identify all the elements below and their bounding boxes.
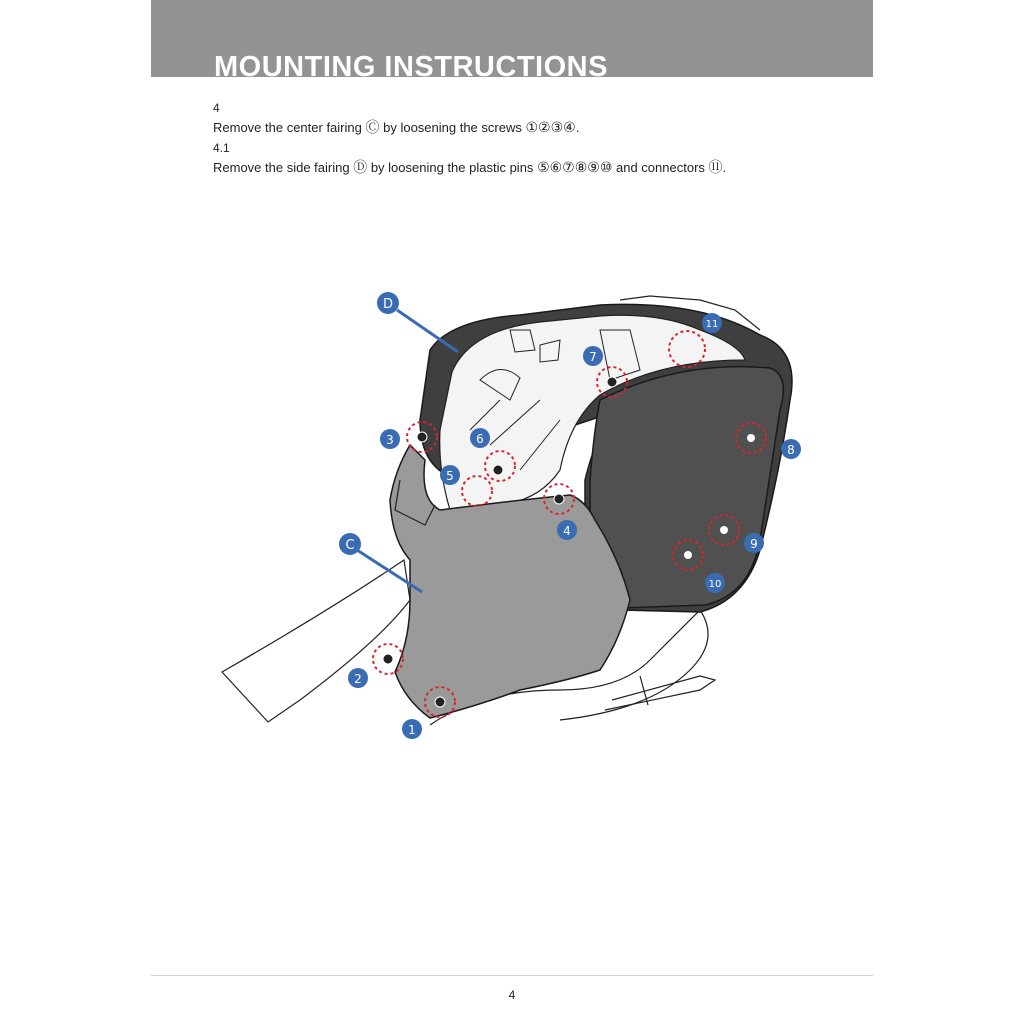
callout-10 <box>705 573 725 593</box>
callout-c <box>339 533 361 555</box>
footer-divider <box>151 975 873 976</box>
callout-2 <box>348 668 368 688</box>
callout-label-8: 8 <box>787 443 795 457</box>
callout-label-2: 2 <box>354 672 362 686</box>
screw-head <box>607 377 617 387</box>
floorboard-outline <box>222 560 410 722</box>
callout-label-d: D <box>382 297 394 312</box>
callout-d <box>377 292 399 314</box>
step-number: 4.1 <box>213 141 230 155</box>
screw-head <box>383 654 393 664</box>
connector-symbol: ⑪ <box>708 160 723 176</box>
page-title: MOUNTING INSTRUCTIONS <box>214 51 608 77</box>
pin-head <box>720 526 728 534</box>
callout-label-4: 4 <box>563 524 571 538</box>
header-bar <box>151 0 873 77</box>
callout-label-9: 9 <box>750 537 758 551</box>
step-text-suffix: . <box>575 120 580 135</box>
instruction-steps <box>213 100 853 180</box>
step-text-middle: by loosening the plastic pins <box>370 160 534 175</box>
step-text-prefix: Remove the side fairing <box>213 160 350 175</box>
step-text-middle: by loosening the screws <box>383 120 522 135</box>
callout-label-c: C <box>345 538 355 553</box>
fairing-symbol: Ⓓ <box>353 160 368 176</box>
leader-line-d <box>397 310 458 352</box>
callout-label-1: 1 <box>408 723 416 737</box>
page-number: 4 <box>508 988 516 1002</box>
step-number: 4 <box>213 101 220 115</box>
callout-label-10: 10 <box>708 579 722 590</box>
callout-11 <box>702 313 722 333</box>
callout-label-6: 6 <box>476 432 484 446</box>
part-symbols: ⑤⑥⑦⑧⑨⑩ <box>537 160 613 176</box>
callout-8 <box>781 439 801 459</box>
callout-4 <box>557 520 577 540</box>
screw-head <box>554 494 564 504</box>
step-text <box>213 120 853 140</box>
step-text-suffix: . <box>722 160 727 175</box>
screw-head <box>417 432 427 442</box>
connector-text: and connectors <box>616 160 705 175</box>
pin-head <box>747 434 755 442</box>
callout-9 <box>744 533 764 553</box>
callout-label-5: 5 <box>446 469 454 483</box>
callout-7 <box>583 346 603 366</box>
screw-head <box>435 697 445 707</box>
callout-1 <box>402 719 422 739</box>
callout-label-3: 3 <box>386 433 394 447</box>
callout-label-11: 11 <box>705 319 719 330</box>
stand-outline <box>605 676 715 710</box>
part-symbols: ①②③④ <box>525 120 576 136</box>
step-text <box>213 160 853 180</box>
callout-5 <box>440 465 460 485</box>
fairing-symbol: Ⓒ <box>365 120 380 136</box>
screw-head <box>493 465 503 475</box>
callout-6 <box>470 428 490 448</box>
pin-head <box>684 551 692 559</box>
callout-3 <box>380 429 400 449</box>
scooter-fairing-illustration <box>210 285 810 750</box>
step-text-prefix: Remove the center fairing <box>213 120 362 135</box>
callout-label-7: 7 <box>589 350 597 364</box>
